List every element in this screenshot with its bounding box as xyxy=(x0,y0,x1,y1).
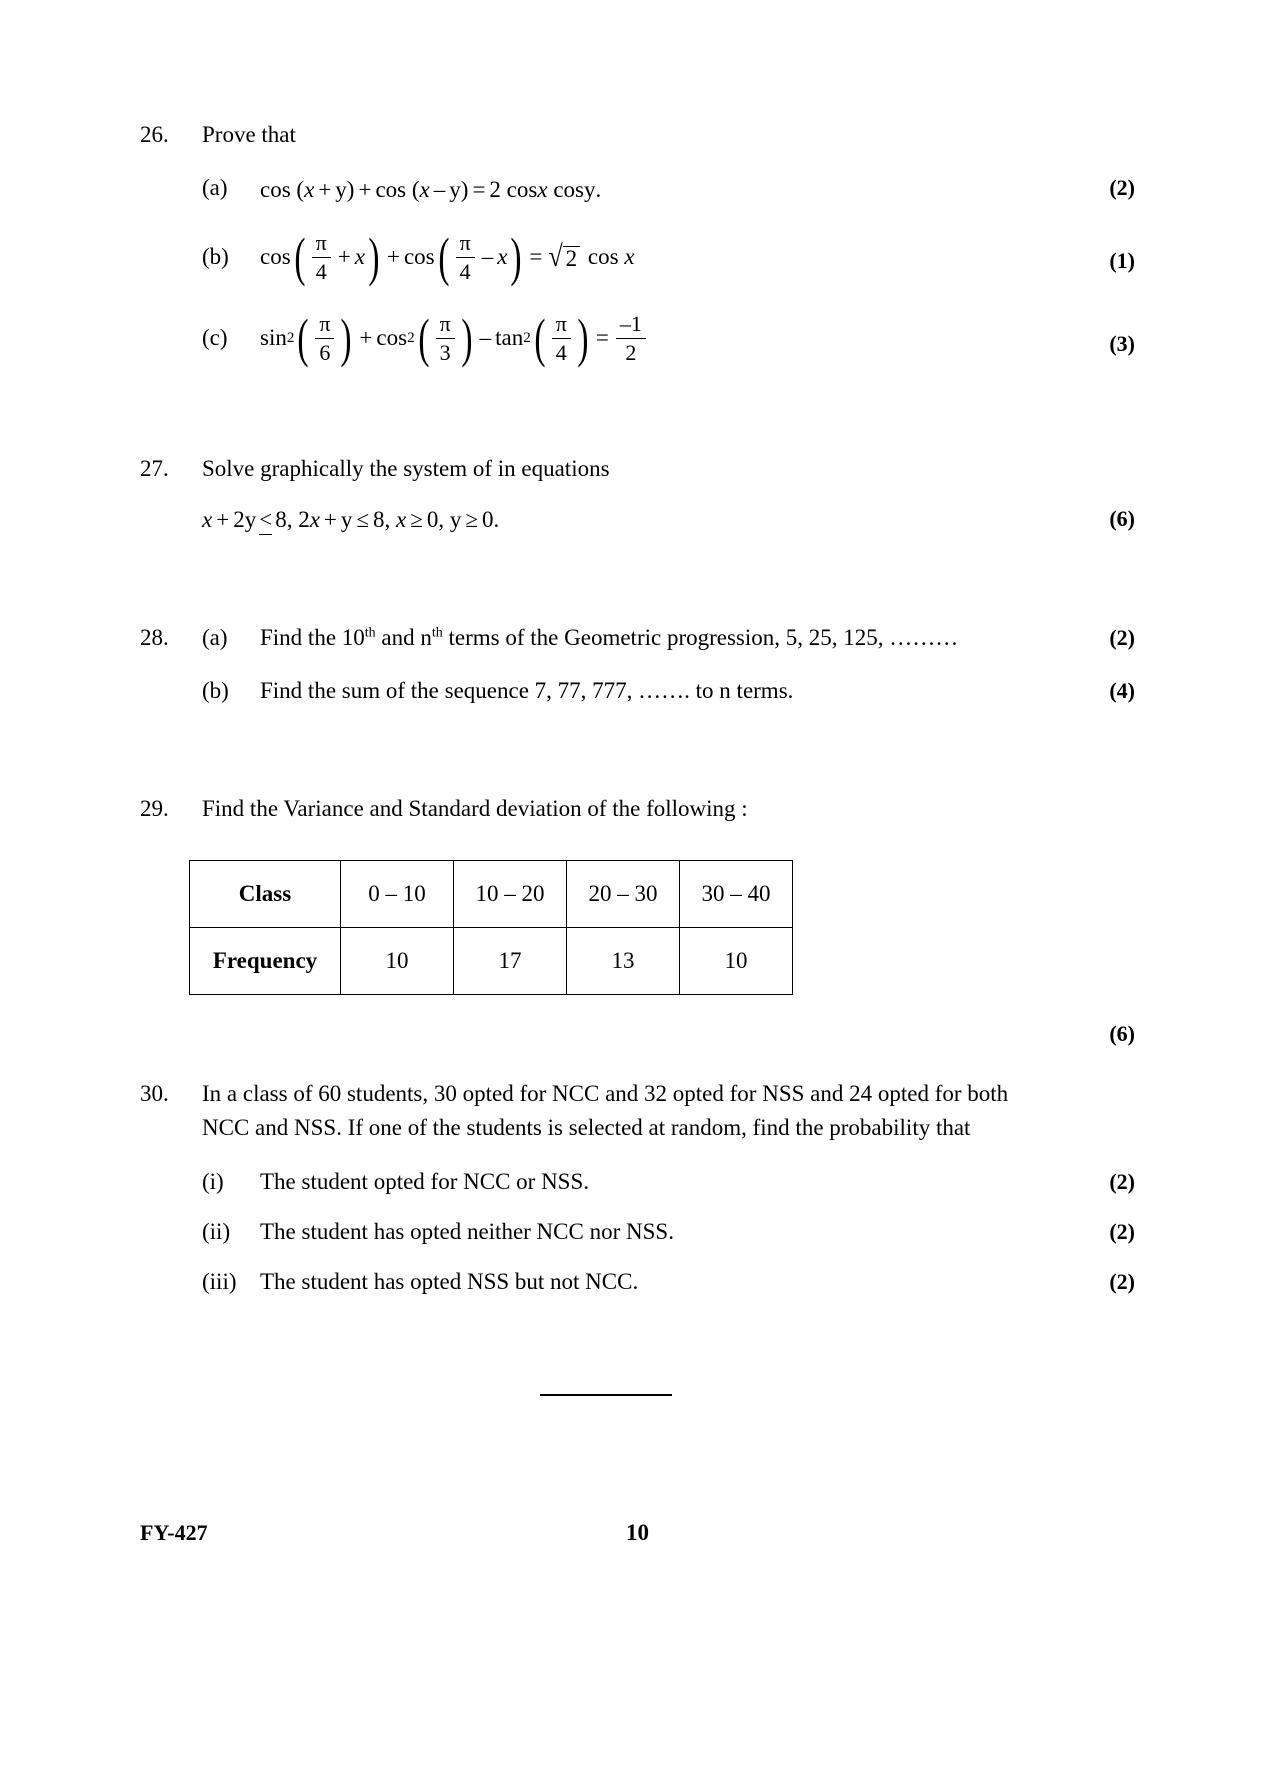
row-header-class: Class xyxy=(190,861,341,928)
end-of-paper-rule xyxy=(540,1394,672,1396)
fraction-pi-over-4 xyxy=(456,230,475,285)
question-27-number: 27. xyxy=(140,455,169,481)
constant-0: 0. xyxy=(481,507,500,533)
variable-x: x xyxy=(624,244,635,270)
fraction-pi-over-6 xyxy=(315,311,334,366)
part-a-label: (a) xyxy=(202,625,228,651)
question-27-header xyxy=(0,452,1275,486)
part-c-label: (c) xyxy=(202,325,228,351)
question-26-part-b xyxy=(0,226,1275,287)
ordinal-suffix: th xyxy=(431,625,443,641)
question-26-number: 26. xyxy=(140,122,169,147)
denominator: 3 xyxy=(439,339,451,365)
part-iii-label: (iii) xyxy=(202,1269,237,1295)
question-27-stem: Solve graphically the system of in equations xyxy=(202,455,610,481)
class-interval-cell: 20 – 30 xyxy=(567,861,680,928)
paren-open: ( xyxy=(297,307,309,368)
question-26-stem: Prove that xyxy=(202,122,296,147)
coefficient-2: 2 xyxy=(489,176,501,202)
exponent: 2 xyxy=(523,329,531,346)
question-26-part-c xyxy=(0,307,1275,368)
plus-operator: + xyxy=(216,507,230,533)
question-30-stem-line-1: In a class of 60 students, 30 opted for NCC and 32 opted for NSS and 24 opted for both xyxy=(202,1081,1009,1107)
variable-x: x xyxy=(354,244,365,270)
plus-operator: + xyxy=(323,507,337,533)
question-29-stem: Find the Variance and Standard deviation of the following : xyxy=(202,796,748,822)
fraction-pi-over-4 xyxy=(312,230,331,285)
paren-open: ( xyxy=(417,307,430,368)
denominator: 6 xyxy=(319,339,331,365)
constant-0: 0, xyxy=(426,507,445,533)
equals-operator: = xyxy=(595,325,609,351)
numerator-pi: π xyxy=(456,230,475,258)
row-header-frequency: Frequency xyxy=(190,928,341,995)
paren-close: ) xyxy=(510,226,522,287)
cos-token: cos xyxy=(587,244,619,270)
greater-than-or-equal-operator: ≥ xyxy=(465,507,478,533)
exam-page xyxy=(0,118,1275,1769)
greater-than-or-equal-operator: ≥ xyxy=(410,507,423,533)
question-30-part-iii xyxy=(0,1265,1275,1299)
plus-operator: + xyxy=(359,325,373,351)
part-a-text-post: terms of the Geometric progression, 5, 25, 125, ……… xyxy=(442,625,959,651)
part-iii-text: The student has opted NSS but not NCC. xyxy=(260,1269,639,1295)
page-footer xyxy=(0,1520,1275,1554)
paren-close: ) xyxy=(368,226,380,287)
part-a-marks: (2) xyxy=(1109,175,1135,200)
paren-open: ( xyxy=(534,307,546,368)
inequality-expression xyxy=(202,503,499,537)
exponent: 2 xyxy=(407,329,415,346)
paren-open: ( xyxy=(438,226,450,287)
minus-operator: – xyxy=(481,244,494,270)
denominator: 4 xyxy=(555,339,567,365)
frequency-cell: 10 xyxy=(341,928,454,995)
part-ii-label: (ii) xyxy=(202,1219,231,1245)
square-root xyxy=(548,239,580,273)
part-b-text: Find the sum of the sequence 7, 77, 777, ……. to n terms. xyxy=(260,678,794,704)
cos-token: cos xyxy=(403,244,435,270)
class-interval-cell: 30 – 40 xyxy=(680,861,793,928)
tan-token: tan xyxy=(495,325,524,351)
table-row-frequency xyxy=(190,928,793,995)
cos-token: cos xyxy=(506,176,538,202)
page-number: 10 xyxy=(626,1520,649,1545)
part-b-label: (b) xyxy=(202,244,229,270)
paren-open: ( xyxy=(294,226,306,287)
question-28-number: 28. xyxy=(140,625,169,651)
question-27-marks: (6) xyxy=(1109,505,1135,531)
fraction-pi-over-4 xyxy=(552,311,571,366)
numerator-pi: π xyxy=(436,311,455,339)
denominator: 4 xyxy=(315,258,327,284)
paren-close: ) xyxy=(460,176,469,202)
part-c-marks: (3) xyxy=(1109,330,1135,356)
part-b-marks: (1) xyxy=(1109,247,1135,273)
part-b-expression xyxy=(260,226,635,287)
fraction-rhs xyxy=(616,311,646,366)
variable-y: y xyxy=(449,507,462,533)
question-30-number: 30. xyxy=(140,1081,169,1107)
part-i-text: The student opted for NCC or NSS. xyxy=(260,1169,590,1195)
equals-operator: = xyxy=(529,244,543,270)
question-26 xyxy=(0,118,1275,366)
less-than-or-equal-operator: < xyxy=(256,503,275,537)
question-28-part-a xyxy=(0,621,1275,655)
part-i-label: (i) xyxy=(202,1169,224,1195)
minus-operator: – xyxy=(479,325,492,351)
variable-x: x xyxy=(419,176,430,202)
period: . xyxy=(595,176,602,202)
paren-close: ) xyxy=(346,176,355,202)
numerator-pi: π xyxy=(552,311,571,339)
paren-open: ( xyxy=(296,176,305,202)
question-29-marks: (6) xyxy=(1109,1021,1135,1047)
part-a-label: (a) xyxy=(202,175,228,200)
denominator: 4 xyxy=(459,258,471,284)
question-29 xyxy=(0,792,1275,1051)
question-28 xyxy=(0,621,1275,708)
cos-token: cos xyxy=(376,325,408,351)
part-a-text-mid: and n xyxy=(375,625,432,651)
numerator: –1 xyxy=(616,311,646,339)
part-c-expression xyxy=(260,307,649,368)
frequency-cell: 10 xyxy=(680,928,793,995)
coefficient-2: 2 xyxy=(298,507,310,533)
cos-token: cos xyxy=(260,176,291,202)
part-a-expression xyxy=(260,173,601,207)
fraction-pi-over-3 xyxy=(436,311,455,366)
radicand: 2 xyxy=(563,246,581,271)
minus-operator: – xyxy=(433,176,446,202)
variable-y: y xyxy=(335,176,347,202)
plus-operator: + xyxy=(318,176,332,202)
variable-y: y xyxy=(583,176,596,202)
question-30-header xyxy=(0,1077,1275,1145)
question-27 xyxy=(0,452,1275,538)
part-b-marks: (4) xyxy=(1109,678,1135,704)
part-ii-marks: (2) xyxy=(1109,1219,1135,1245)
numerator-pi: π xyxy=(315,311,334,339)
cos-token: cos xyxy=(260,244,291,270)
question-29-number: 29. xyxy=(140,796,169,822)
radical-sign: √ xyxy=(548,239,563,273)
term-2y: 2y xyxy=(233,507,257,533)
paren-close: ) xyxy=(340,307,353,368)
part-a-text-pre: Find the 10 xyxy=(260,625,365,651)
paren-close: ) xyxy=(461,307,473,368)
question-26-header xyxy=(0,118,1275,152)
class-interval-cell: 10 – 20 xyxy=(454,861,567,928)
variable-x: x xyxy=(309,507,320,533)
table-row-class xyxy=(190,861,793,928)
cos-token: cos xyxy=(553,176,584,202)
question-26-part-a xyxy=(0,171,1275,207)
variable-x: x xyxy=(202,507,213,533)
ordinal-suffix: th xyxy=(364,625,376,641)
question-28-part-b xyxy=(0,674,1275,708)
frequency-cell: 13 xyxy=(567,928,680,995)
part-ii-text: The student has opted neither NCC nor NSS. xyxy=(260,1219,674,1245)
cos-token: cos xyxy=(375,176,407,202)
variable-x: x xyxy=(396,507,407,533)
variable-x: x xyxy=(497,244,508,270)
question-30-stem-line-2: NCC and NSS. If one of the students is selected at random, find the probability that xyxy=(202,1115,971,1141)
equals-operator: = xyxy=(472,176,486,202)
variable-y: y xyxy=(449,176,461,202)
plus-operator: + xyxy=(358,176,372,202)
variable-y: y xyxy=(340,507,353,533)
question-27-inequality-line xyxy=(0,502,1275,538)
less-than-or-equal-operator: ≤ xyxy=(356,507,370,533)
question-29-marks-line xyxy=(0,1017,1275,1051)
constant-8: 8, xyxy=(373,507,391,533)
paren-close: ) xyxy=(577,307,589,368)
question-30 xyxy=(0,1077,1275,1299)
variable-x: x xyxy=(537,176,548,202)
class-interval-cell: 0 – 10 xyxy=(341,861,454,928)
paper-code: FY-427 xyxy=(140,1520,208,1545)
frequency-cell: 17 xyxy=(454,928,567,995)
paren-open: ( xyxy=(411,176,420,202)
frequency-distribution-table xyxy=(189,860,793,995)
plus-operator: + xyxy=(337,244,351,270)
part-a-marks: (2) xyxy=(1109,625,1135,651)
exponent: 2 xyxy=(286,329,295,346)
plus-operator: + xyxy=(386,244,400,270)
sin-token: sin xyxy=(260,325,287,351)
part-a-text xyxy=(260,625,958,650)
question-30-part-i xyxy=(0,1165,1275,1199)
question-30-part-ii xyxy=(0,1215,1275,1249)
part-iii-marks: (2) xyxy=(1109,1269,1135,1295)
question-29-header xyxy=(0,792,1275,826)
constant-8: 8, xyxy=(275,507,293,533)
part-i-marks: (2) xyxy=(1109,1169,1135,1195)
part-b-label: (b) xyxy=(202,678,229,704)
variable-x: x xyxy=(304,176,315,202)
question-30-stem xyxy=(202,1077,1034,1145)
numerator-pi: π xyxy=(312,230,331,258)
denominator: 2 xyxy=(625,339,637,365)
